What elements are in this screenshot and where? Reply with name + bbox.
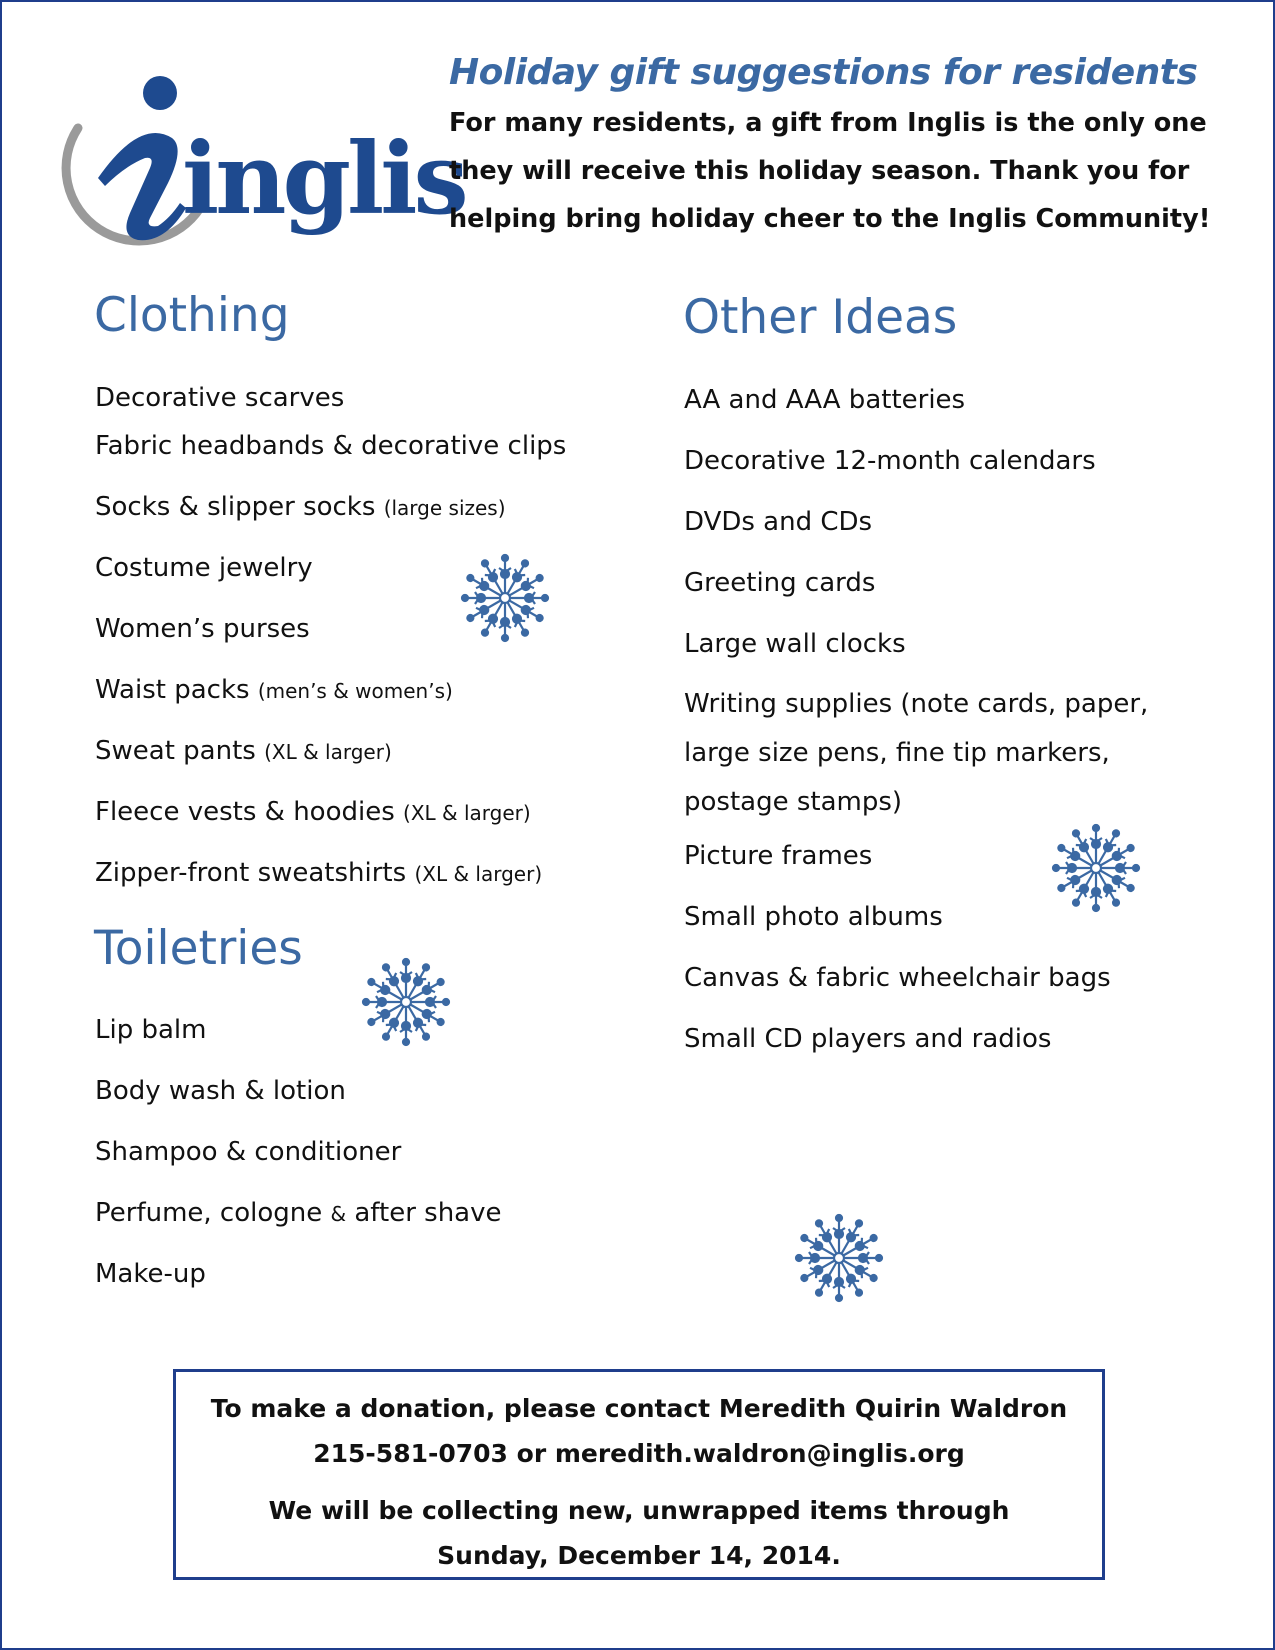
intro-line: helping bring holiday cheer to the Inglis Community! [449,204,1211,234]
item-text: Small CD players and radios [684,1024,1052,1054]
item-text: Decorative scarves [95,383,345,413]
item-text: Costume jewelry [95,553,313,583]
collection-note: We will be collecting new, unwrapped items through [268,1496,1010,1525]
item-note: (large sizes) [383,496,506,520]
list-item [95,856,566,917]
list-item [95,1257,502,1318]
list-item [684,1022,1148,1083]
list-item [95,1196,502,1257]
item-text: & [330,1202,347,1226]
list-item [684,383,1148,444]
list-item [684,680,1148,827]
clothing-list [95,381,566,917]
list-item [95,673,566,734]
page-title: Holiday gift suggestions for residents [449,52,1198,93]
item-note: (XL & larger) [264,740,392,764]
intro-text [449,99,1249,243]
header [449,52,1249,243]
item-text: DVDs and CDs [684,507,873,537]
toiletries-list [95,1013,502,1318]
item-text: Small photo albums [684,902,943,932]
item-text: Zipper-front sweatshirts [95,858,415,888]
clothing-title: Clothing [94,288,290,343]
contact-info: 215-581-0703 or meredith.waldron@inglis.org [313,1439,965,1468]
item-text: Decorative 12-month calendars [684,446,1096,476]
intro-line: they will receive this holiday season. Thank you for [449,156,1190,186]
list-item [95,734,566,795]
item-text: Make-up [95,1259,206,1289]
item-note: (XL & larger) [414,862,543,886]
item-text: Picture frames [684,841,873,871]
item-text: Women’s purses [95,614,310,644]
inglis-logo [50,68,465,268]
logo-text: inglis [182,122,465,237]
list-item [95,490,566,551]
item-text: AA and AAA batteries [684,385,966,415]
collection-date: Sunday, December 14, 2014. [437,1541,841,1570]
item-text: Large wall clocks [684,629,906,659]
item-text: Fabric headbands & decorative clips [95,431,567,461]
item-text: postage stamps) [684,787,903,817]
list-item [95,1135,502,1196]
item-text: after shave [346,1198,502,1228]
item-text: Lip balm [95,1015,207,1045]
intro-line: For many residents, a gift from Inglis is the only one [449,108,1207,138]
toiletries-title: Toiletries [94,921,303,976]
contact-box [173,1369,1105,1580]
item-text: Fleece vests & hoodies [95,797,404,827]
item-text: Socks & slipper socks [95,492,384,522]
list-item [95,795,566,856]
item-text: Writing supplies (note cards, paper, [684,689,1149,719]
item-text: Canvas & fabric wheelchair bags [684,963,1111,993]
item-text: Waist packs [95,675,258,705]
list-item [684,444,1148,505]
item-note: (XL & larger) [403,801,531,825]
contact-line: To make a donation, please contact Meredith Quirin Waldron [210,1394,1068,1423]
list-item [684,505,1148,566]
list-item [684,961,1148,1022]
list-item [684,627,1148,688]
other-ideas-list [684,383,1148,1083]
item-text: Greeting cards [684,568,876,598]
snowflake-icon [460,553,550,643]
snowflake-icon [794,1213,884,1303]
list-item [95,1074,502,1135]
item-text: Sweat pants [95,736,265,766]
list-item [95,381,566,429]
item-text: Body wash & lotion [95,1076,346,1106]
item-text: Shampoo & conditioner [95,1137,402,1167]
list-item [684,566,1148,627]
item-note: (men’s & women’s) [257,679,453,703]
item-text: large size pens, fine tip markers, [684,738,1110,768]
list-item [95,429,566,490]
other-ideas-title: Other Ideas [683,290,958,345]
item-text: Perfume, cologne [95,1198,331,1228]
snowflake-icon [361,957,451,1047]
snowflake-icon [1051,823,1141,913]
